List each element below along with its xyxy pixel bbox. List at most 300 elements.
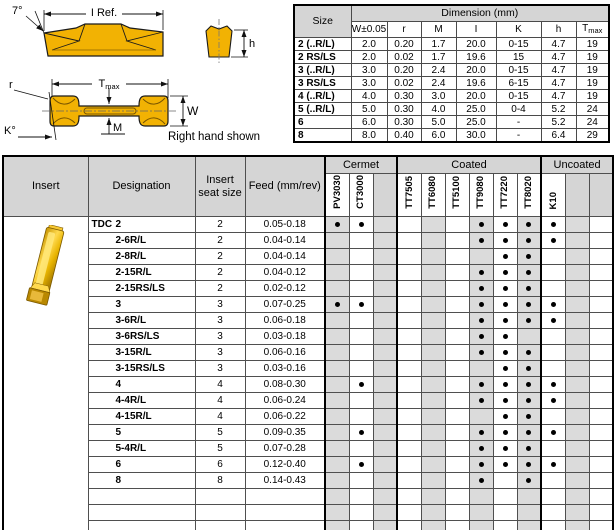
dim-value-cell: 1.7 bbox=[421, 51, 456, 64]
availability-dot bbox=[526, 286, 531, 291]
designation-text: 2-15R/L bbox=[115, 267, 152, 278]
availability-dot bbox=[479, 286, 484, 291]
grade-cell-PV3030 bbox=[325, 521, 349, 530]
dim-value-cell: 19 bbox=[576, 64, 609, 77]
table-row bbox=[3, 265, 613, 281]
grade-cell-blank bbox=[565, 313, 589, 329]
table-row bbox=[3, 233, 613, 249]
dim-value-cell: 5.2 bbox=[541, 116, 576, 129]
availability-dot bbox=[503, 366, 508, 371]
dim-row bbox=[294, 129, 609, 143]
grade-cell-TT8020 bbox=[517, 473, 541, 489]
dim-value-cell: 8.0 bbox=[351, 129, 387, 143]
dim-value-cell: 4.7 bbox=[541, 90, 576, 103]
grade-col-K10 bbox=[541, 174, 565, 217]
availability-dot bbox=[479, 350, 484, 355]
grade-cell-TT6080 bbox=[421, 505, 445, 521]
grade-cell-blank bbox=[589, 313, 613, 329]
designation-text: 5-4R/L bbox=[115, 443, 147, 454]
table-row bbox=[3, 425, 613, 441]
dim-value-cell: 20.0 bbox=[456, 90, 496, 103]
seat-size-cell: 2 bbox=[195, 281, 245, 297]
availability-dot bbox=[551, 430, 556, 435]
availability-dot bbox=[551, 318, 556, 323]
grade-cell-PV3030 bbox=[325, 345, 349, 361]
availability-dot bbox=[479, 334, 484, 339]
dim-value-cell: 3.0 bbox=[421, 90, 456, 103]
dim-size-header: Size bbox=[294, 5, 351, 38]
grade-cell-TT7505 bbox=[397, 473, 421, 489]
availability-dot bbox=[551, 382, 556, 387]
availability-dot bbox=[526, 270, 531, 275]
grade-cell-TT8020 bbox=[517, 457, 541, 473]
grade-cell-K10 bbox=[541, 361, 565, 377]
grade-cell-blank bbox=[373, 281, 397, 297]
grade-cell-PV3030 bbox=[325, 489, 349, 505]
grade-cell-K10 bbox=[541, 281, 565, 297]
dim-value-cell: 0-15 bbox=[496, 64, 541, 77]
grade-cell-TT6080 bbox=[421, 441, 445, 457]
k-angle-label: K° bbox=[4, 125, 16, 137]
table-row bbox=[3, 249, 613, 265]
dim-size-cell: 3 (..R/L) bbox=[294, 64, 351, 77]
availability-dot bbox=[526, 446, 531, 451]
grade-cell-TT7505 bbox=[397, 281, 421, 297]
grade-cell-TT7220 bbox=[493, 409, 517, 425]
w-label: W bbox=[187, 104, 199, 118]
grade-cell-TT7220 bbox=[493, 425, 517, 441]
grade-cell-K10 bbox=[541, 313, 565, 329]
grade-cell-blank bbox=[373, 217, 397, 233]
dim-value-cell: 2.0 bbox=[351, 38, 387, 51]
grade-cell-blank bbox=[565, 377, 589, 393]
grade-col-TT8020 bbox=[517, 174, 541, 217]
grade-cell-blank bbox=[373, 441, 397, 457]
grade-cell-PV3030 bbox=[325, 281, 349, 297]
table-row bbox=[3, 489, 613, 505]
availability-dot bbox=[503, 318, 508, 323]
dim-column-header: h bbox=[541, 22, 576, 38]
grade-cell-blank bbox=[373, 265, 397, 281]
grade-cell-TT9080 bbox=[469, 377, 493, 393]
grade-cell-blank bbox=[589, 393, 613, 409]
grade-cell-TT7505 bbox=[397, 297, 421, 313]
availability-dot bbox=[479, 302, 484, 307]
group-header-row bbox=[3, 156, 613, 174]
grade-cell-TT8020 bbox=[517, 329, 541, 345]
grade-col-blank bbox=[589, 174, 613, 217]
grade-cell-blank bbox=[565, 489, 589, 505]
table-row bbox=[3, 393, 613, 409]
dim-value-cell: 15 bbox=[496, 51, 541, 64]
grade-cell-TT5100 bbox=[445, 457, 469, 473]
feed-cell: 0.06-0.22 bbox=[245, 409, 325, 425]
dim-value-cell: 5.0 bbox=[351, 103, 387, 116]
grade-col-TT7505 bbox=[397, 174, 421, 217]
grade-cell-PV3030 bbox=[325, 377, 349, 393]
grade-cell-blank bbox=[565, 441, 589, 457]
grade-label: TT7505 bbox=[403, 176, 415, 209]
grade-cell-K10 bbox=[541, 377, 565, 393]
availability-dot bbox=[359, 462, 364, 467]
feed-cell: 0.09-0.35 bbox=[245, 425, 325, 441]
availability-dot bbox=[503, 270, 508, 275]
angle-7-label: 7° bbox=[12, 5, 23, 17]
grade-cell-TT7505 bbox=[397, 489, 421, 505]
availability-dot bbox=[526, 222, 531, 227]
dim-row bbox=[294, 103, 609, 116]
table-row bbox=[3, 409, 613, 425]
grade-cell-TT8020 bbox=[517, 345, 541, 361]
grade-cell-TT7220 bbox=[493, 313, 517, 329]
grade-cell-K10 bbox=[541, 521, 565, 530]
availability-dot bbox=[551, 302, 556, 307]
grade-cell-TT5100 bbox=[445, 409, 469, 425]
grade-cell-blank bbox=[373, 297, 397, 313]
grade-cell-TT7220 bbox=[493, 281, 517, 297]
grade-cell-blank bbox=[589, 345, 613, 361]
availability-dot bbox=[526, 430, 531, 435]
availability-dot bbox=[551, 398, 556, 403]
grade-cell-blank bbox=[565, 329, 589, 345]
grade-cell-CT3000 bbox=[349, 505, 373, 521]
availability-dot bbox=[479, 270, 484, 275]
grade-label: TT8020 bbox=[523, 176, 535, 209]
grade-label: PV3030 bbox=[331, 175, 343, 209]
dim-column-header: $T_{max}$ bbox=[576, 22, 609, 38]
grade-cell-blank bbox=[589, 249, 613, 265]
grade-cell-PV3030 bbox=[325, 233, 349, 249]
availability-dot bbox=[503, 302, 508, 307]
dim-group-header: Dimension (mm) bbox=[351, 5, 609, 22]
grade-cell-blank bbox=[373, 457, 397, 473]
grade-cell-blank bbox=[565, 345, 589, 361]
feed-cell: 0.04-0.14 bbox=[245, 233, 325, 249]
grade-cell-CT3000 bbox=[349, 489, 373, 505]
grade-cell-TT7220 bbox=[493, 249, 517, 265]
grade-cell-TT9080 bbox=[469, 505, 493, 521]
grade-cell-TT5100 bbox=[445, 249, 469, 265]
availability-dot bbox=[479, 446, 484, 451]
grade-cell-TT7220 bbox=[493, 441, 517, 457]
feed-cell: 0.04-0.14 bbox=[245, 249, 325, 265]
grade-cell-TT5100 bbox=[445, 521, 469, 530]
grade-cell-blank bbox=[373, 233, 397, 249]
grade-cell-CT3000 bbox=[349, 313, 373, 329]
grade-cell-TT7220 bbox=[493, 361, 517, 377]
feed-cell: 0.07-0.25 bbox=[245, 297, 325, 313]
availability-dot bbox=[479, 462, 484, 467]
grade-cell-TT7505 bbox=[397, 329, 421, 345]
grade-cell-blank bbox=[373, 345, 397, 361]
grade-cell-blank bbox=[373, 505, 397, 521]
grade-cell-blank bbox=[565, 217, 589, 233]
designation-cell bbox=[88, 489, 195, 505]
grade-cell-K10 bbox=[541, 489, 565, 505]
grade-cell-CT3000 bbox=[349, 281, 373, 297]
grade-cell-TT5100 bbox=[445, 473, 469, 489]
grade-cell-CT3000 bbox=[349, 249, 373, 265]
dim-value-cell: 4.7 bbox=[541, 77, 576, 90]
dim-value-cell: 5.0 bbox=[421, 116, 456, 129]
grade-cell-blank bbox=[373, 361, 397, 377]
grade-cell-PV3030 bbox=[325, 409, 349, 425]
grade-cell-TT6080 bbox=[421, 313, 445, 329]
table-row bbox=[3, 441, 613, 457]
table-row bbox=[3, 345, 613, 361]
grade-cell-TT7505 bbox=[397, 425, 421, 441]
designation-cell bbox=[88, 265, 195, 281]
availability-dot bbox=[479, 222, 484, 227]
dim-value-cell: 24 bbox=[576, 103, 609, 116]
dim-row bbox=[294, 64, 609, 77]
designation-text: 4 bbox=[115, 379, 122, 390]
grade-col-TT9080 bbox=[469, 174, 493, 217]
grade-cell-TT6080 bbox=[421, 345, 445, 361]
dim-value-cell: 30.0 bbox=[456, 129, 496, 143]
dim-value-cell: 4.7 bbox=[541, 64, 576, 77]
availability-dot bbox=[503, 446, 508, 451]
grade-cell-TT8020 bbox=[517, 297, 541, 313]
designation-cell bbox=[88, 233, 195, 249]
availability-dot bbox=[359, 382, 364, 387]
availability-dot bbox=[479, 382, 484, 387]
grade-cell-TT8020 bbox=[517, 313, 541, 329]
grade-cell-CT3000 bbox=[349, 233, 373, 249]
availability-dot bbox=[551, 462, 556, 467]
availability-dot bbox=[526, 254, 531, 259]
grade-cell-K10 bbox=[541, 345, 565, 361]
grade-cell-TT6080 bbox=[421, 457, 445, 473]
insert-selection-table bbox=[2, 155, 614, 530]
grade-cell-TT7505 bbox=[397, 345, 421, 361]
grade-cell-TT8020 bbox=[517, 377, 541, 393]
dim-value-cell: 0.02 bbox=[387, 77, 421, 90]
grade-cell-PV3030 bbox=[325, 505, 349, 521]
dim-row bbox=[294, 90, 609, 103]
designation-text: 2-6R/L bbox=[115, 235, 147, 246]
designation-cell bbox=[88, 249, 195, 265]
l-ref-label: I Ref. bbox=[90, 7, 118, 19]
feed-cell: 0.06-0.24 bbox=[245, 393, 325, 409]
dim-value-cell: 6.0 bbox=[351, 116, 387, 129]
grade-cell-TT8020 bbox=[517, 281, 541, 297]
grade-label: TT6080 bbox=[427, 176, 439, 209]
grade-cell-TT7505 bbox=[397, 393, 421, 409]
insert-diagrams bbox=[0, 0, 292, 152]
grade-col-TT7220 bbox=[493, 174, 517, 217]
availability-dot bbox=[503, 430, 508, 435]
grade-cell-blank bbox=[373, 313, 397, 329]
right-hand-note: Right hand shown bbox=[168, 131, 261, 143]
r-label: r bbox=[9, 79, 13, 91]
dim-value-cell: 3.0 bbox=[351, 64, 387, 77]
designation-cell bbox=[88, 393, 195, 409]
grade-cell-CT3000 bbox=[349, 345, 373, 361]
availability-dot bbox=[359, 430, 364, 435]
grade-cell-CT3000 bbox=[349, 265, 373, 281]
availability-dot bbox=[503, 398, 508, 403]
designation-cell bbox=[88, 457, 195, 473]
dim-value-cell: 4.0 bbox=[351, 90, 387, 103]
grade-cell-TT7505 bbox=[397, 361, 421, 377]
grade-cell-K10 bbox=[541, 265, 565, 281]
col-header-feed: Feed (mm/rev) bbox=[245, 156, 325, 217]
grade-cell-TT8020 bbox=[517, 489, 541, 505]
designation-cell bbox=[88, 521, 195, 530]
grade-cell-TT6080 bbox=[421, 329, 445, 345]
grade-cell-TT7220 bbox=[493, 345, 517, 361]
grade-cell-blank bbox=[589, 233, 613, 249]
dim-value-cell: 0-15 bbox=[496, 90, 541, 103]
dim-size-cell: 2 (..R/L) bbox=[294, 38, 351, 51]
grade-label: TT9080 bbox=[475, 176, 487, 209]
col-header-seat-size: Insert seat size bbox=[195, 156, 245, 217]
dim-value-cell: 0-15 bbox=[496, 38, 541, 51]
availability-dot bbox=[526, 366, 531, 371]
grade-cell-blank bbox=[565, 457, 589, 473]
feed-cell: 0.12-0.40 bbox=[245, 457, 325, 473]
designation-text: 6 bbox=[115, 459, 122, 470]
grade-cell-blank bbox=[589, 265, 613, 281]
grade-cell-TT7505 bbox=[397, 377, 421, 393]
grade-cell-K10 bbox=[541, 249, 565, 265]
designation-text: 2-15RS/LS bbox=[115, 283, 165, 294]
availability-dot bbox=[526, 350, 531, 355]
grade-cell-K10 bbox=[541, 297, 565, 313]
dim-value-cell: 4.0 bbox=[421, 103, 456, 116]
grade-col-PV3030 bbox=[325, 174, 349, 217]
grade-cell-TT9080 bbox=[469, 521, 493, 530]
availability-dot bbox=[526, 382, 531, 387]
seat-size-cell: 5 bbox=[195, 441, 245, 457]
grade-cell-TT9080 bbox=[469, 233, 493, 249]
grade-label: CT3000 bbox=[355, 175, 367, 209]
h-label: h bbox=[249, 38, 256, 50]
dim-value-cell: 6-15 bbox=[496, 77, 541, 90]
grade-cell-TT9080 bbox=[469, 361, 493, 377]
table-row bbox=[3, 313, 613, 329]
dim-value-cell: 29 bbox=[576, 129, 609, 143]
grade-cell-TT9080 bbox=[469, 473, 493, 489]
availability-dot bbox=[503, 414, 508, 419]
group-header-cermet: Cermet bbox=[325, 156, 397, 174]
dim-column-header: W±0.05 bbox=[351, 22, 387, 38]
insert-photo-cell bbox=[3, 217, 88, 530]
seat-size-cell: 6 bbox=[195, 457, 245, 473]
grade-cell-TT8020 bbox=[517, 441, 541, 457]
designation-text: 3-15R/L bbox=[115, 347, 152, 358]
grade-cell-TT8020 bbox=[517, 409, 541, 425]
dim-row bbox=[294, 51, 609, 64]
feed-cell: 0.08-0.30 bbox=[245, 377, 325, 393]
availability-dot bbox=[359, 302, 364, 307]
grade-cell-blank bbox=[373, 377, 397, 393]
grade-cell-TT5100 bbox=[445, 281, 469, 297]
grade-cell-TT8020 bbox=[517, 521, 541, 530]
grade-col-TT5100 bbox=[445, 174, 469, 217]
grade-cell-blank bbox=[373, 489, 397, 505]
grade-cell-TT6080 bbox=[421, 393, 445, 409]
availability-dot bbox=[551, 238, 556, 243]
grade-cell-CT3000 bbox=[349, 425, 373, 441]
grade-cell-TT9080 bbox=[469, 313, 493, 329]
seat-size-cell: 2 bbox=[195, 249, 245, 265]
availability-dot bbox=[479, 398, 484, 403]
grade-cell-blank bbox=[565, 409, 589, 425]
grade-cell-CT3000 bbox=[349, 473, 373, 489]
grade-cell-blank bbox=[565, 393, 589, 409]
grade-cell-PV3030 bbox=[325, 441, 349, 457]
designation-cell bbox=[88, 425, 195, 441]
grade-label: K10 bbox=[547, 191, 559, 209]
feed-cell bbox=[245, 505, 325, 521]
dim-size-cell: 3 RS/LS bbox=[294, 77, 351, 90]
grade-cell-PV3030 bbox=[325, 425, 349, 441]
tmax-label: Tmax bbox=[98, 78, 120, 91]
table-row bbox=[3, 521, 613, 530]
grade-cell-PV3030 bbox=[325, 217, 349, 233]
grade-cell-blank bbox=[565, 265, 589, 281]
designation-cell bbox=[88, 441, 195, 457]
availability-dot bbox=[503, 382, 508, 387]
availability-dot bbox=[359, 222, 364, 227]
grade-cell-TT9080 bbox=[469, 393, 493, 409]
grade-cell-CT3000 bbox=[349, 521, 373, 530]
grade-cell-TT9080 bbox=[469, 441, 493, 457]
availability-dot bbox=[526, 414, 531, 419]
grade-cell-TT7505 bbox=[397, 249, 421, 265]
grade-cell-K10 bbox=[541, 441, 565, 457]
grade-col-TT6080 bbox=[421, 174, 445, 217]
seat-size-cell: 3 bbox=[195, 297, 245, 313]
grade-cell-K10 bbox=[541, 409, 565, 425]
insert-dimension-drawing bbox=[0, 0, 292, 152]
dim-value-cell: 19.6 bbox=[456, 51, 496, 64]
grade-cell-TT8020 bbox=[517, 361, 541, 377]
grade-cell-TT7505 bbox=[397, 505, 421, 521]
designation-cell bbox=[88, 409, 195, 425]
grade-cell-TT9080 bbox=[469, 345, 493, 361]
grade-cell-TT8020 bbox=[517, 233, 541, 249]
dim-value-cell: 0.30 bbox=[387, 116, 421, 129]
dim-size-cell: 6 bbox=[294, 116, 351, 129]
dim-size-cell: 5 (..R/L) bbox=[294, 103, 351, 116]
grade-cell-TT5100 bbox=[445, 329, 469, 345]
grade-label: TT7220 bbox=[499, 176, 511, 209]
grade-cell-PV3030 bbox=[325, 473, 349, 489]
grade-cell-TT8020 bbox=[517, 217, 541, 233]
grade-cell-TT6080 bbox=[421, 297, 445, 313]
availability-dot bbox=[503, 286, 508, 291]
grade-cell-CT3000 bbox=[349, 441, 373, 457]
dim-value-cell: 0.20 bbox=[387, 38, 421, 51]
grade-cell-TT6080 bbox=[421, 377, 445, 393]
grade-cell-TT7220 bbox=[493, 329, 517, 345]
dim-row bbox=[294, 116, 609, 129]
designation-cell bbox=[88, 313, 195, 329]
grade-cell-TT7505 bbox=[397, 409, 421, 425]
dim-value-cell: 19 bbox=[576, 90, 609, 103]
grade-cell-TT7220 bbox=[493, 393, 517, 409]
grade-cell-TT9080 bbox=[469, 409, 493, 425]
dim-value-cell: 19.6 bbox=[456, 77, 496, 90]
grade-cell-blank bbox=[589, 217, 613, 233]
top-view-diagram bbox=[4, 76, 260, 143]
seat-size-cell: 3 bbox=[195, 313, 245, 329]
grade-cell-K10 bbox=[541, 457, 565, 473]
availability-dot bbox=[526, 238, 531, 243]
